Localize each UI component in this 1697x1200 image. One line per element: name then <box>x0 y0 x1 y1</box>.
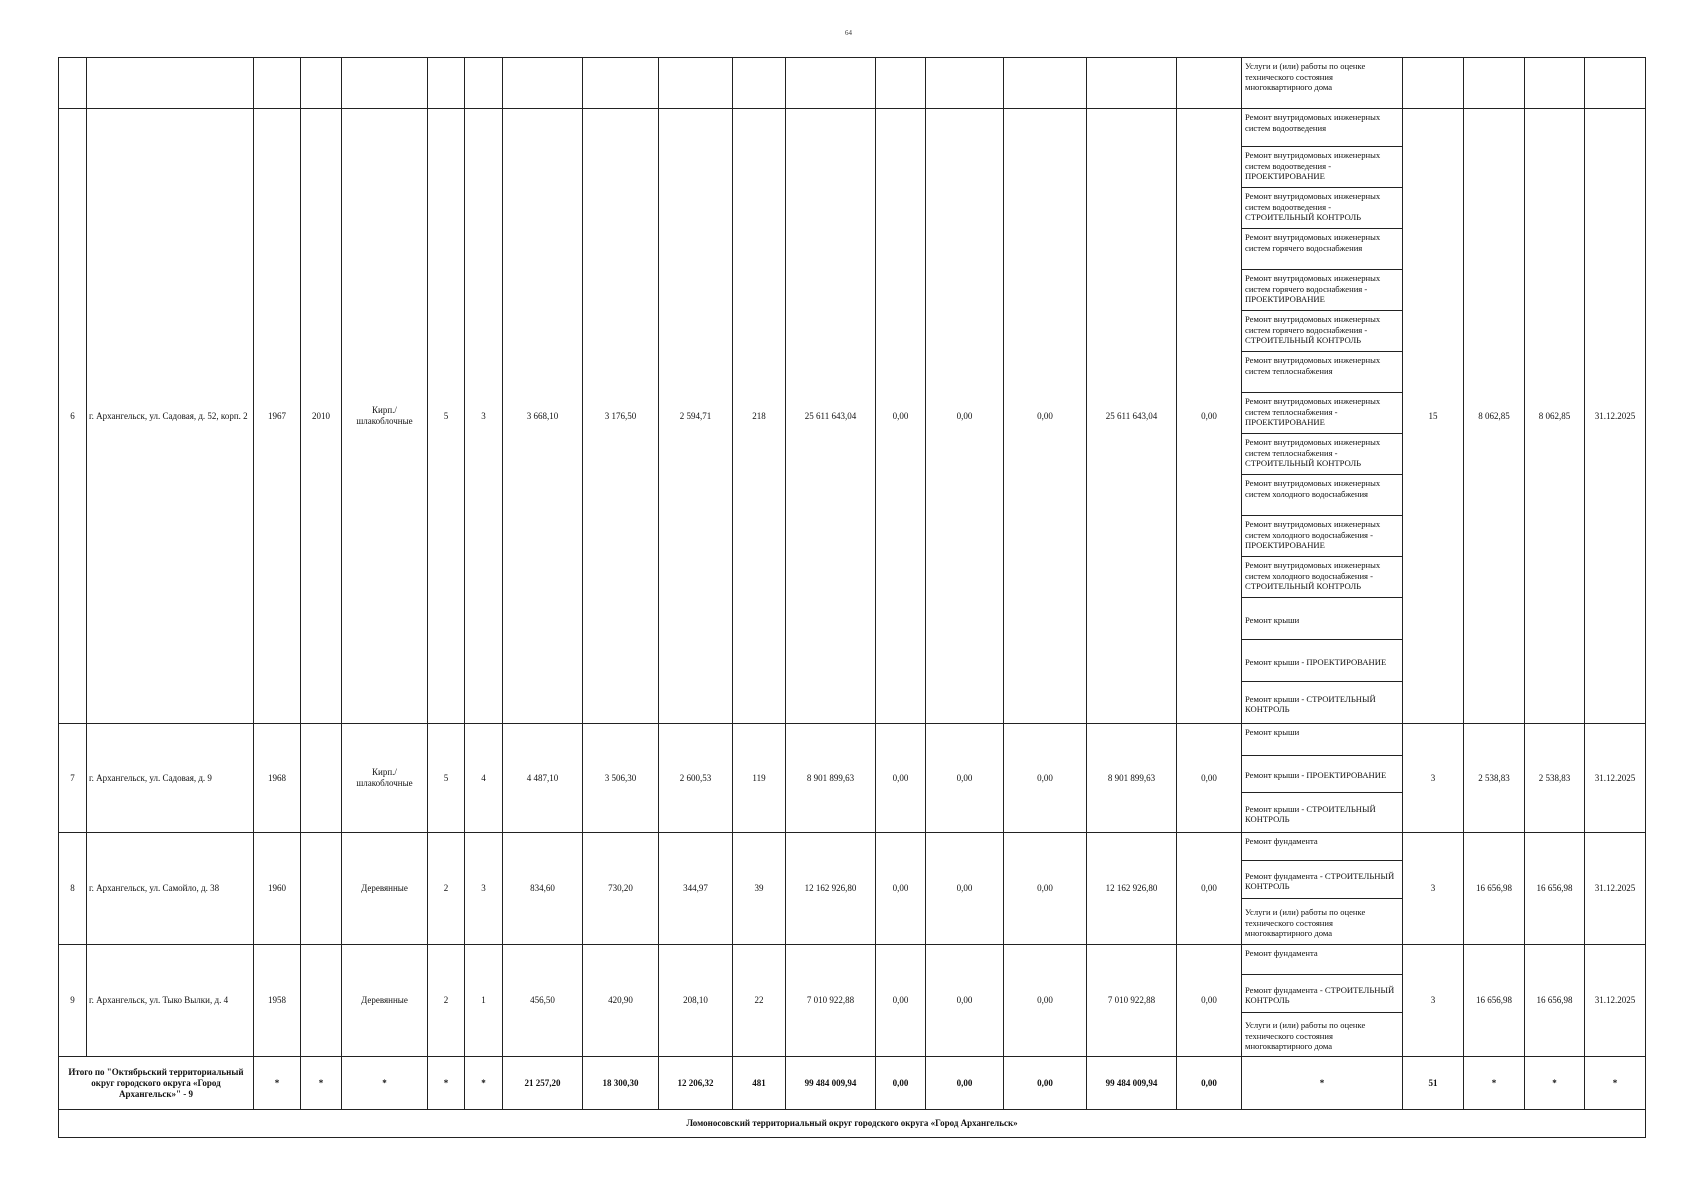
table-row-continuation <box>59 58 1646 109</box>
deadline: 31.12.2025 <box>1585 833 1646 945</box>
address: г. Архангельск, ул. Садовая, д. 52, корп. 2 <box>87 109 254 724</box>
address: г. Архангельск, ул. Тыко Вылки, д. 4 <box>87 945 254 1057</box>
area-total: 834,60 <box>503 833 583 945</box>
area-residential: 208,10 <box>659 945 733 1057</box>
floors: 2 <box>428 833 465 945</box>
owners-funds: 12 162 926,80 <box>1087 833 1177 945</box>
floors: 5 <box>428 109 465 724</box>
fund-amount: 0,00 <box>876 833 926 945</box>
other-funds: 0,00 <box>1177 833 1242 945</box>
area-residential: 2 594,71 <box>659 109 733 724</box>
work-item: Ремонт крыши - СТРОИТЕЛЬНЫЙ КОНТРОЛЬ <box>1242 793 1403 833</box>
row-number: 9 <box>59 945 87 1057</box>
area-premises: 3 506,30 <box>583 724 659 833</box>
work-item: Ремонт фундамента <box>1242 833 1403 861</box>
fund-amount: 0,00 <box>876 724 926 833</box>
row-number: 6 <box>59 109 87 724</box>
area-premises: 3 176,50 <box>583 109 659 724</box>
table-row <box>59 109 1646 147</box>
year-repair <box>301 833 342 945</box>
budget-region: 0,00 <box>926 833 1004 945</box>
total-work-count: 51 <box>1403 1057 1464 1110</box>
total-area-total: 21 257,20 <box>503 1057 583 1110</box>
entrances: 4 <box>465 724 503 833</box>
year-repair: 2010 <box>301 109 342 724</box>
budget-region: 0,00 <box>926 109 1004 724</box>
floors: 5 <box>428 724 465 833</box>
work-item: Ремонт крыши - ПРОЕКТИРОВАНИЕ <box>1242 756 1403 793</box>
cost-per-m2: 8 062,85 <box>1464 109 1525 724</box>
work-item: Ремонт крыши - СТРОИТЕЛЬНЫЙ КОНТРОЛЬ <box>1242 682 1403 724</box>
residents: 218 <box>733 109 786 724</box>
total-label: Итого по "Октябрьский территориальный округ городского округа «Город Архангельск»" - 9 <box>59 1057 254 1110</box>
row-number: 7 <box>59 724 87 833</box>
budget-local: 0,00 <box>1004 109 1087 724</box>
total-row <box>59 1057 1646 1110</box>
entrances: 3 <box>465 109 503 724</box>
entrances: 3 <box>465 833 503 945</box>
total-star: * <box>1242 1057 1403 1110</box>
budget-local: 0,00 <box>1004 833 1087 945</box>
page-number: 64 <box>845 29 852 37</box>
area-premises: 420,90 <box>583 945 659 1057</box>
total-star: * <box>1464 1057 1525 1110</box>
wall-material: Кирп./ шлакоблочные <box>342 109 428 724</box>
area-residential: 2 600,53 <box>659 724 733 833</box>
work-item: Ремонт крыши <box>1242 598 1403 640</box>
total-owners: 99 484 009,94 <box>1087 1057 1177 1110</box>
total-star: * <box>1585 1057 1646 1110</box>
total-star: * <box>465 1057 503 1110</box>
budget-local: 0,00 <box>1004 724 1087 833</box>
work-item: Ремонт внутридомовых инженерных систем холодного водоснабжения - СТРОИТЕЛЬНЫЙ КОНТРОЛЬ <box>1242 557 1403 598</box>
work-item: Ремонт фундамента - СТРОИТЕЛЬНЫЙ КОНТРОЛЬ <box>1242 861 1403 899</box>
area-residential: 344,97 <box>659 833 733 945</box>
fund-amount: 0,00 <box>876 945 926 1057</box>
deadline: 31.12.2025 <box>1585 109 1646 724</box>
cost-total: 25 611 643,04 <box>786 109 876 724</box>
total-star: * <box>342 1057 428 1110</box>
cost-total: 8 901 899,63 <box>786 724 876 833</box>
residents: 22 <box>733 945 786 1057</box>
area-total: 456,50 <box>503 945 583 1057</box>
work-item: Ремонт внутридомовых инженерных систем холодного водоснабжения <box>1242 475 1403 516</box>
entrances: 1 <box>465 945 503 1057</box>
table-row <box>59 833 1646 861</box>
budget-region: 0,00 <box>926 724 1004 833</box>
work-item: Ремонт внутридомовых инженерных систем холодного водоснабжения - ПРОЕКТИРОВАНИЕ <box>1242 516 1403 557</box>
residents: 119 <box>733 724 786 833</box>
deadline: 31.12.2025 <box>1585 724 1646 833</box>
residents: 39 <box>733 833 786 945</box>
district-heading: Ломоносовский территориальный округ городского округа «Город Архангельск» <box>59 1110 1646 1138</box>
total-budget-local: 0,00 <box>1004 1057 1087 1110</box>
owners-funds: 25 611 643,04 <box>1087 109 1177 724</box>
max-cost-per-m2: 8 062,85 <box>1525 109 1585 724</box>
cost-per-m2: 16 656,98 <box>1464 833 1525 945</box>
total-star: * <box>254 1057 301 1110</box>
other-funds: 0,00 <box>1177 945 1242 1057</box>
work-item: Ремонт внутридомовых инженерных систем горячего водоснабжения - ПРОЕКТИРОВАНИЕ <box>1242 270 1403 311</box>
work-item: Ремонт внутридомовых инженерных систем водоотведения - СТРОИТЕЛЬНЫЙ КОНТРОЛЬ <box>1242 188 1403 229</box>
year-built: 1967 <box>254 109 301 724</box>
year-repair <box>301 945 342 1057</box>
work-item: Ремонт фундамента - СТРОИТЕЛЬНЫЙ КОНТРОЛЬ <box>1242 975 1403 1013</box>
fund-amount: 0,00 <box>876 109 926 724</box>
total-area-premises: 18 300,30 <box>583 1057 659 1110</box>
deadline: 31.12.2025 <box>1585 945 1646 1057</box>
row-number: 8 <box>59 833 87 945</box>
max-cost-per-m2: 16 656,98 <box>1525 833 1585 945</box>
work-count: 3 <box>1403 724 1464 833</box>
owners-funds: 8 901 899,63 <box>1087 724 1177 833</box>
total-area-residential: 12 206,32 <box>659 1057 733 1110</box>
year-repair <box>301 724 342 833</box>
area-total: 3 668,10 <box>503 109 583 724</box>
work-item: Ремонт крыши <box>1242 724 1403 756</box>
work-item: Услуги и (или) работы по оценке технического состояния многоквартирного дома <box>1242 1013 1403 1057</box>
total-budget-region: 0,00 <box>926 1057 1004 1110</box>
max-cost-per-m2: 16 656,98 <box>1525 945 1585 1057</box>
cost-total: 7 010 922,88 <box>786 945 876 1057</box>
work-count: 3 <box>1403 833 1464 945</box>
address: г. Архангельск, ул. Самойло, д. 38 <box>87 833 254 945</box>
max-cost-per-m2: 2 538,83 <box>1525 724 1585 833</box>
floors: 2 <box>428 945 465 1057</box>
other-funds: 0,00 <box>1177 724 1242 833</box>
work-count: 3 <box>1403 945 1464 1057</box>
year-built: 1960 <box>254 833 301 945</box>
work-item: Услуги и (или) работы по оценке технического состояния многоквартирного дома <box>1242 58 1403 109</box>
table-row <box>59 724 1646 756</box>
work-item: Ремонт внутридомовых инженерных систем водоотведения <box>1242 109 1403 147</box>
work-item: Ремонт внутридомовых инженерных систем горячего водоснабжения - СТРОИТЕЛЬНЫЙ КОНТРОЛЬ <box>1242 311 1403 352</box>
work-item: Ремонт фундамента <box>1242 945 1403 975</box>
area-premises: 730,20 <box>583 833 659 945</box>
table-row <box>59 945 1646 975</box>
budget-region: 0,00 <box>926 945 1004 1057</box>
total-star: * <box>301 1057 342 1110</box>
repair-register-table <box>58 57 1646 1138</box>
owners-funds: 7 010 922,88 <box>1087 945 1177 1057</box>
work-item: Услуги и (или) работы по оценке технического состояния многоквартирного дома <box>1242 899 1403 945</box>
work-count: 15 <box>1403 109 1464 724</box>
year-built: 1968 <box>254 724 301 833</box>
area-total: 4 487,10 <box>503 724 583 833</box>
work-item: Ремонт внутридомовых инженерных систем горячего водоснабжения <box>1242 229 1403 270</box>
wall-material: Кирп./ шлакоблочные <box>342 724 428 833</box>
cost-total: 12 162 926,80 <box>786 833 876 945</box>
work-item: Ремонт внутридомовых инженерных систем теплоснабжения - СТРОИТЕЛЬНЫЙ КОНТРОЛЬ <box>1242 434 1403 475</box>
work-item: Ремонт внутридомовых инженерных систем водоотведения - ПРОЕКТИРОВАНИЕ <box>1242 147 1403 188</box>
cost-per-m2: 2 538,83 <box>1464 724 1525 833</box>
total-cost: 99 484 009,94 <box>786 1057 876 1110</box>
work-item: Ремонт внутридомовых инженерных систем теплоснабжения - ПРОЕКТИРОВАНИЕ <box>1242 393 1403 434</box>
total-star: * <box>1525 1057 1585 1110</box>
work-item: Ремонт крыши - ПРОЕКТИРОВАНИЕ <box>1242 640 1403 682</box>
total-residents: 481 <box>733 1057 786 1110</box>
wall-material: Деревянные <box>342 833 428 945</box>
wall-material: Деревянные <box>342 945 428 1057</box>
district-heading-row <box>59 1110 1646 1138</box>
other-funds: 0,00 <box>1177 109 1242 724</box>
work-item: Ремонт внутридомовых инженерных систем теплоснабжения <box>1242 352 1403 393</box>
total-star: * <box>428 1057 465 1110</box>
cost-per-m2: 16 656,98 <box>1464 945 1525 1057</box>
address: г. Архангельск, ул. Садовая, д. 9 <box>87 724 254 833</box>
budget-local: 0,00 <box>1004 945 1087 1057</box>
total-fund: 0,00 <box>876 1057 926 1110</box>
year-built: 1958 <box>254 945 301 1057</box>
total-other: 0,00 <box>1177 1057 1242 1110</box>
